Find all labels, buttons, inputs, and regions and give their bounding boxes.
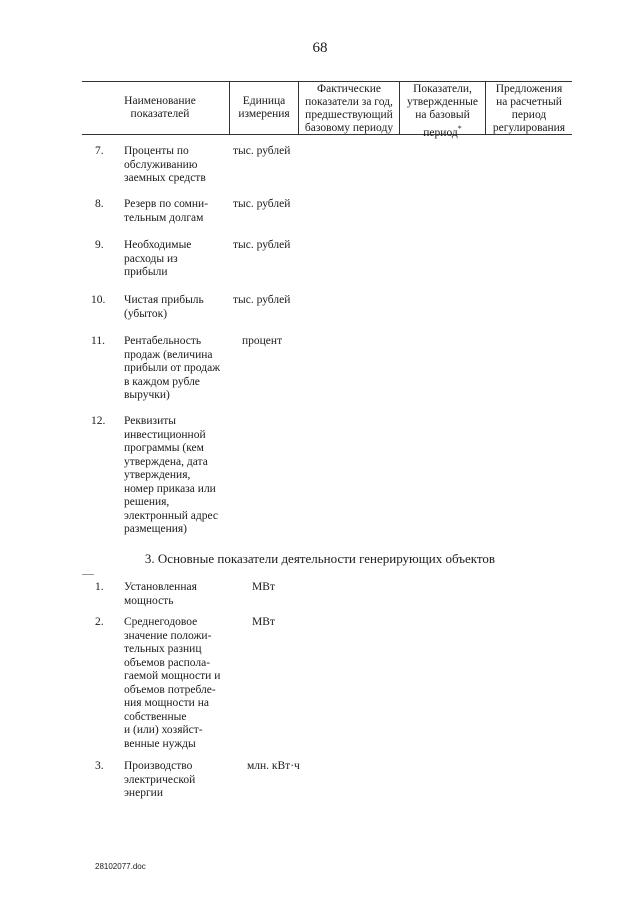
row-name: Рентабельность продаж (величина прибыли от продаж в каждом рубле выручки) [124,335,221,401]
header-actual-values: Фактические показатели за год, предшествующий базовому периоду [304,83,394,134]
row-name: Чистая прибыль (убыток) [124,294,204,320]
row-number: 8. [95,198,104,210]
header-unit: Единица измерения [238,95,290,120]
row-unit: процент [242,335,283,347]
row-unit: МВт [252,581,275,593]
row-unit: тыс. рублей [233,294,291,306]
page-number: 68 [312,40,328,56]
footnote-mark: * [457,124,462,133]
row-number: 7. [95,145,104,157]
row-name: Проценты по обслуживанию заемных средств [124,145,206,184]
header-indicator-name: Наименование показателей [124,95,196,120]
row-unit: тыс. рублей [233,239,291,251]
section-title: 3. Основные показатели деятельности генерирующих объектов [144,551,496,566]
section-rule [82,574,94,575]
row-name: Производство электрической энергии [124,760,196,799]
header-approved-values: Показатели, утвержденные на базовый период* [406,83,479,139]
row-number: 2. [95,616,104,628]
row-name: Среднегодовое значение положи- тельных разниц объемов распола- гаемой мощности и объемов потребле- ния мощности на собственные и (или) хозяйст- венные нужды [124,616,221,750]
row-unit: МВт [252,616,275,628]
row-unit: млн. кВт·ч [247,760,300,772]
header-proposals: Предложения на расчетный период регулирования [492,83,566,134]
row-number: 3. [95,760,104,772]
row-name: Необходимые расходы из прибыли [124,239,192,278]
row-number: 12. [91,415,106,427]
row-name: Реквизиты инвестиционной программы (кем утверждена, дата утверждения, номер приказа или решения, электронный адрес размещения) [124,415,218,535]
row-number: 1. [95,581,104,593]
row-number: 11. [91,335,105,347]
row-unit: тыс. рублей [233,198,291,210]
header-top-rule [82,81,572,82]
document-filename: 28102077.doc [95,862,146,871]
row-number: 9. [95,239,104,251]
row-number: 10. [91,294,106,306]
row-name: Резерв по сомни- тельным долгам [124,198,209,224]
row-unit: тыс. рублей [233,145,291,157]
row-name: Установленная мощность [124,581,197,607]
